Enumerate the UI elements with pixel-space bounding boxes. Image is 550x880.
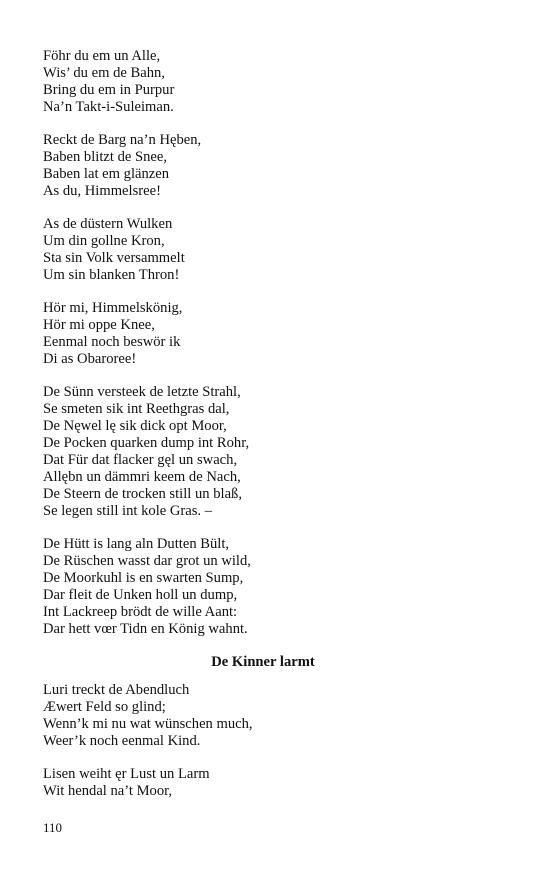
page-body [43,48,483,816]
stanza-2 [43,132,483,200]
poem-title: De Kinner larmt [211,654,315,670]
stanza-1 [43,682,483,750]
poem-1 [43,48,483,638]
verse-line: Sta sin Volk versammelt [43,250,185,266]
stanza-4 [43,300,483,368]
stanza-1 [43,48,483,116]
verse-line: De Rüschen wasst dar grot un wild, [43,553,251,569]
verse-line: Wis’ du em de Bahn, [43,65,165,81]
stanza-6 [43,536,483,638]
verse-line: Di as Obaroree! [43,351,137,367]
verse-line: Allębn un dämmri keem de Nach, [43,469,241,485]
verse-line: Weer’k noch eenmal Kind. [43,733,201,749]
verse-line: Eenmal noch beswör ik [43,334,181,350]
verse-line: Dar hett vœr Tidn en König wahnt. [43,621,248,637]
verse-line: De Hütt is lang aln Dutten Bült, [43,536,230,552]
verse-line: De Steern de trocken still un blaß, [43,486,242,502]
verse-line: Se legen still int kole Gras. – [43,503,213,519]
verse-line: Hör mi, Himmelskönig, [43,300,183,316]
verse-line: De Sünn versteek de letzte Strahl, [43,384,241,400]
verse-line: As du, Himmelsree! [43,183,161,199]
verse-line: Dat Für dat flacker gęl un swach, [43,452,238,468]
verse-line: As de düstern Wulken [43,216,173,232]
stanza-3 [43,216,483,284]
verse-line: Bring du em in Purpur [43,82,175,98]
verse-line: Lisen weiht ęr Lust un Larm [43,766,210,782]
stanza-5 [43,384,483,520]
verse-line: Dar fleit de Unken holl un dump, [43,587,238,603]
verse-line: Wenn’k mi nu wat wünschen much, [43,716,253,732]
poem-2 [43,682,483,800]
verse-line: Föhr du em un Alle, [43,48,161,64]
verse-line: Int Lackreep brödt de wille Aant: [43,604,238,620]
verse-line: Wit hendal na’t Moor, [43,783,173,799]
verse-line: De Pocken quarken dump int Rohr, [43,435,250,451]
verse-line: Hör mi oppe Knee, [43,317,155,333]
verse-line: Reckt de Barg na’n Hęben, [43,132,202,148]
verse-line: Se smeten sik int Reethgras dal, [43,401,230,417]
verse-line: Um din gollne Kron, [43,233,165,249]
verse-line: De Nęwel lę sik dick opt Moor, [43,418,227,434]
stanza-2 [43,766,483,800]
verse-line: Baben lat em glänzen [43,166,170,182]
verse-line: Luri treckt de Abendluch [43,682,190,698]
verse-line: Um sin blanken Thron! [43,267,180,283]
verse-line: Baben blitzt de Snee, [43,149,168,165]
verse-line: Na’n Takt-i-Suleiman. [43,99,174,115]
verse-line: De Moorkuhl is en swarten Sump, [43,570,244,586]
verse-line: Æwert Feld so glind; [43,699,166,715]
page-number: 110 [43,820,63,835]
